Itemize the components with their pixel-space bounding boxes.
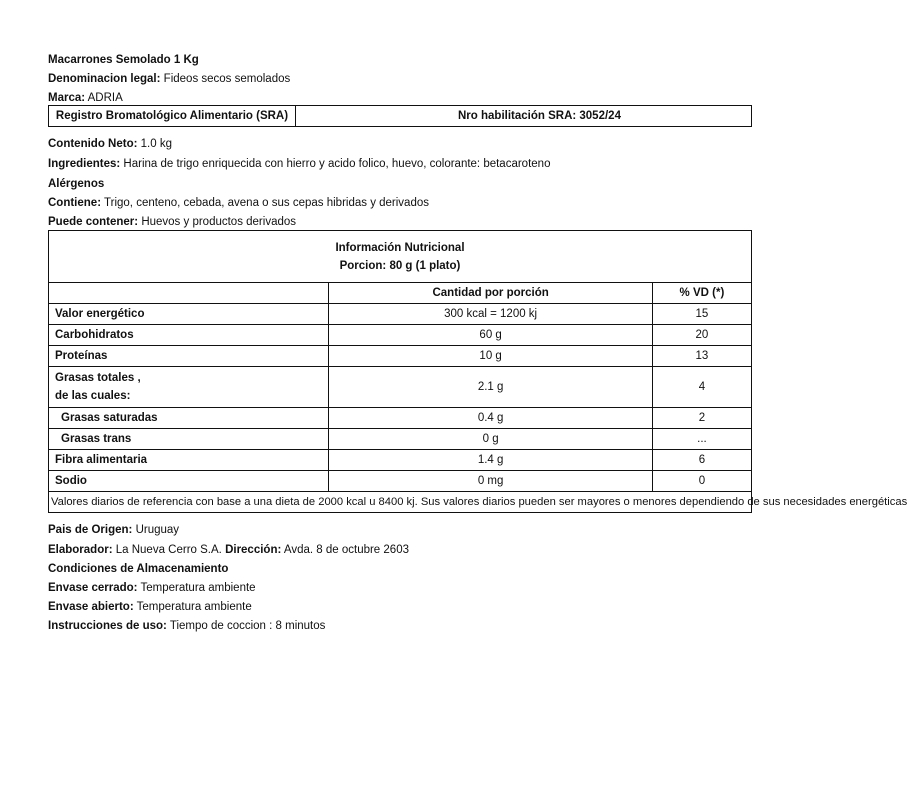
net-content-value: 1.0 kg — [140, 138, 172, 150]
nutrient-label: Sodio — [49, 471, 329, 492]
nutrient-label: Fibra alimentaria — [49, 450, 329, 471]
may-contain-line — [48, 215, 296, 229]
allergens-heading: Alérgenos — [48, 178, 105, 190]
storage-heading: Condiciones de Almacenamiento — [48, 563, 229, 575]
ingredients-value: Harina de trigo enriquecida con hierro y acido folico, huevo, colorante: betacaroteno — [123, 158, 551, 170]
origin-label: Pais de Origen: — [48, 524, 133, 536]
closed-line — [48, 581, 256, 595]
table-row — [49, 471, 752, 492]
may-contain-value: Huevos y productos derivados — [141, 216, 297, 228]
brand-line — [48, 91, 123, 105]
nutrient-vd: 13 — [652, 346, 751, 367]
nutrient-label: Grasas trans — [49, 429, 329, 450]
table-row — [49, 408, 752, 429]
net-content-line — [48, 137, 172, 151]
nutrient-vd: 0 — [652, 471, 751, 492]
address-value: Avda. 8 de octubre 2603 — [283, 544, 409, 556]
brand-value: ADRIA — [87, 92, 123, 104]
nutrient-amount: 0 mg — [329, 471, 652, 492]
product-title: Macarrones Semolado 1 Kg — [48, 54, 199, 66]
usage-line — [48, 619, 325, 633]
table-row — [49, 450, 752, 471]
legal-name-value: Fideos secos semolados — [163, 73, 291, 85]
open-label: Envase abierto: — [48, 601, 134, 613]
nutrition-footnote: Valores diarios de referencia con base a una dieta de 2000 kcal u 8400 kj. Sus valores diarios pueden ser mayores o menores dependiendo de sus necesidades energéticas — [49, 492, 752, 513]
nutrient-vd: 2 — [652, 408, 751, 429]
address-label: Dirección: — [225, 544, 282, 556]
header-empty-cell — [49, 283, 329, 304]
sra-box — [48, 105, 752, 127]
maker-line — [48, 543, 409, 557]
ingredients-line — [48, 157, 550, 171]
nutrient-vd: 15 — [652, 304, 751, 325]
table-row — [49, 367, 752, 408]
nutrition-title: Información Nutricional — [335, 241, 465, 254]
contains-value: Trigo, centeno, cebada, avena o sus cepas hibridas y derivados — [104, 197, 429, 209]
legal-name-label: Denominacion legal: — [48, 73, 161, 85]
nutrient-amount: 300 kcal = 1200 kj — [329, 304, 652, 325]
origin-line — [48, 523, 179, 537]
nutrient-vd: 6 — [652, 450, 751, 471]
nutrient-label — [49, 367, 329, 408]
table-row — [49, 325, 752, 346]
ingredients-label: Ingredientes: — [48, 158, 121, 170]
nutrient-amount: 0.4 g — [329, 408, 652, 429]
may-contain-label: Puede contener: — [48, 216, 139, 228]
table-row — [49, 346, 752, 367]
amount-column-header: Cantidad por porción — [329, 283, 652, 304]
nutrient-amount: 1.4 g — [329, 450, 652, 471]
usage-value: Tiempo de coccion : 8 minutos — [169, 620, 326, 632]
nutrient-amount: 2.1 g — [329, 367, 652, 408]
net-content-label: Contenido Neto: — [48, 138, 138, 150]
nutrient-amount: 60 g — [329, 325, 652, 346]
vd-column-header: % VD (*) — [652, 283, 751, 304]
table-row — [49, 304, 752, 325]
sra-registry-label: Registro Bromatológico Alimentario (SRA) — [49, 106, 296, 126]
nutrient-vd: 20 — [652, 325, 751, 346]
open-line — [48, 600, 252, 614]
nutrition-header — [49, 231, 752, 283]
nutrient-vd: ... — [652, 429, 751, 450]
nutrient-label-line1: Grasas totales , — [55, 372, 141, 384]
closed-value: Temperatura ambiente — [140, 582, 256, 594]
maker-value: La Nueva Cerro S.A. — [115, 544, 222, 556]
open-value: Temperatura ambiente — [136, 601, 252, 613]
nutrient-label: Proteínas — [49, 346, 329, 367]
origin-value: Uruguay — [135, 524, 180, 536]
legal-name-line — [48, 72, 290, 86]
closed-label: Envase cerrado: — [48, 582, 138, 594]
nutrition-table — [48, 230, 907, 513]
brand-label: Marca: — [48, 92, 86, 104]
table-row — [49, 429, 752, 450]
nutrient-amount: 0 g — [329, 429, 652, 450]
contains-line — [48, 196, 429, 210]
maker-label: Elaborador: — [48, 544, 113, 556]
sra-number: Nro habilitación SRA: 3052/24 — [458, 110, 621, 122]
contains-label: Contiene: — [48, 197, 102, 209]
nutrient-vd: 4 — [652, 367, 751, 408]
usage-label: Instrucciones de uso: — [48, 620, 167, 632]
nutrient-label: Valor energético — [49, 304, 329, 325]
nutrient-label: Carbohidratos — [49, 325, 329, 346]
nutrient-label-line2: de las cuales: — [55, 390, 131, 402]
nutrient-amount: 10 g — [329, 346, 652, 367]
nutrient-label: Grasas saturadas — [49, 408, 329, 429]
nutrition-portion: Porcion: 80 g (1 plato) — [339, 259, 461, 272]
